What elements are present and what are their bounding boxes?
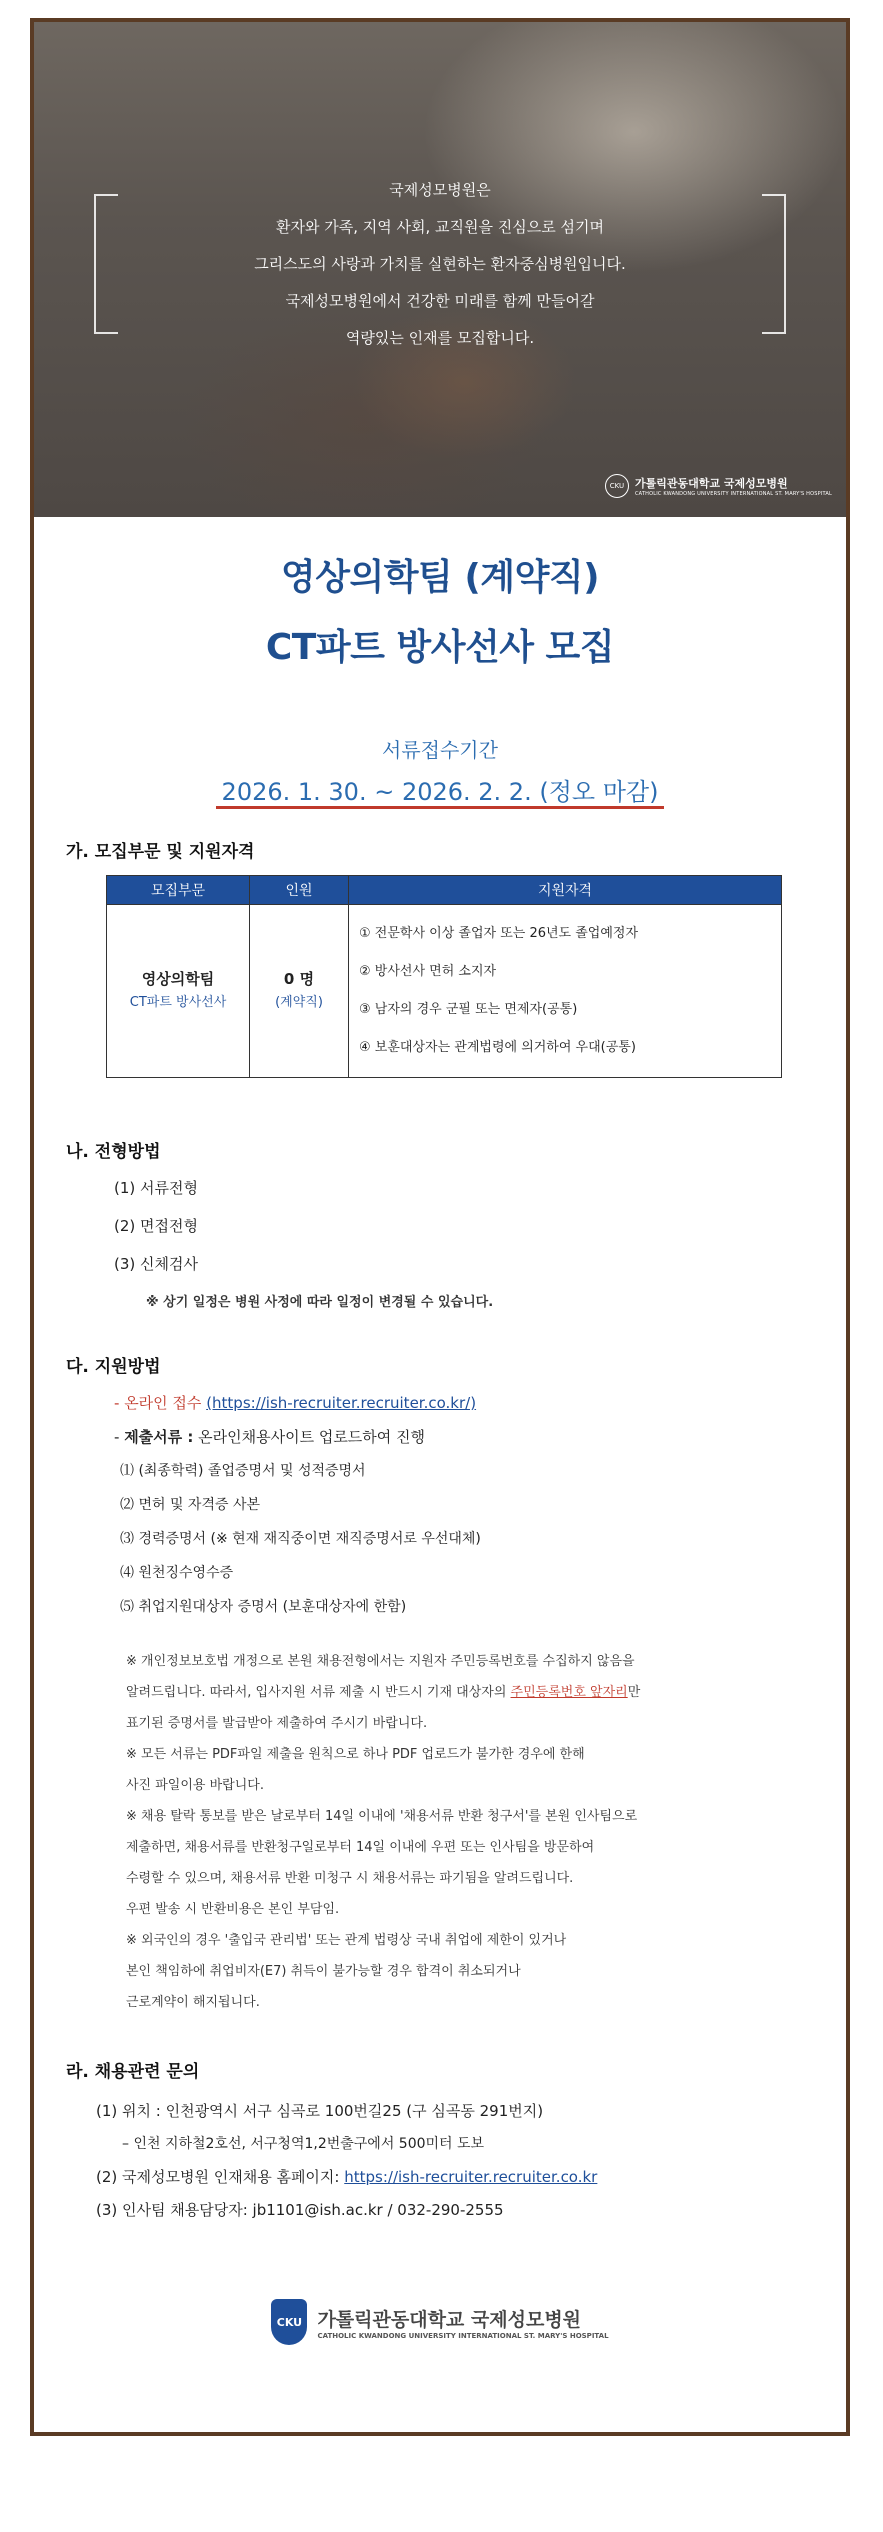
hero-line: 국제성모병원은 (389, 181, 491, 199)
qual-item: ④ 보훈대상자는 관계법령에 의거하여 우대(공통) (359, 1040, 636, 1055)
footer-hospital-logo (34, 2299, 846, 2345)
note-line: ※ 외국인의 경우 '출입국 관리법' 또는 관계 법령상 국내 취업에 제한이 있거나 (126, 1933, 567, 1948)
note-text: 만 (627, 1685, 641, 1700)
contact-location-sub: – 인천 지하철2호선, 서구청역1,2번출구에서 500미터 도보 (122, 2136, 485, 2152)
note-line: 본인 책임하에 취업비자(E7) 취득이 불가능할 경우 합격이 취소되거나 (126, 1964, 521, 1979)
header-count: 인원 (250, 876, 349, 905)
section-d-heading: 라. 채용관련 문의 (66, 2062, 200, 2082)
qual-item: ① 전문학사 이상 졸업자 또는 26년도 졸업예정자 (359, 926, 639, 941)
section-c-heading: 다. 지원방법 (66, 1357, 161, 1377)
online-label: 온라인 접수 (124, 1394, 202, 1412)
note-highlight: 주민등록번호 앞자리 (510, 1685, 628, 1700)
cell-dept (107, 905, 250, 1078)
period-value (34, 772, 846, 807)
online-url-link[interactable]: (https://ish-recruiter.recruiter.co.kr/) (206, 1394, 477, 1412)
note-line: 표기된 증명서를 발급받아 제출하여 주시기 바랍니다. (126, 1716, 428, 1731)
title-line-2: CT파트 방사선사 모집 (265, 627, 615, 668)
note-line: ※ 모든 서류는 PDF파일 제출을 원칙으로 하나 PDF 업로드가 불가한 경우에 한해 (126, 1747, 585, 1762)
doc-item: ⑶ 경력증명서 (※ 현재 재직중이면 재직증명서로 우선대체) (120, 1531, 481, 1547)
step-item: (1) 서류전형 (114, 1179, 198, 1197)
website-link[interactable]: https://ish-recruiter.recruiter.co.kr (344, 2168, 598, 2186)
count-value: 0 명 (283, 970, 315, 988)
table-row (107, 905, 782, 1078)
step-item: (3) 신체검사 (114, 1255, 198, 1273)
step-item: (2) 면접전형 (114, 1217, 198, 1235)
footer-logo-name: 가톨릭관동대학교 국제성모병원 (317, 2308, 582, 2331)
online-prefix: - (114, 1394, 125, 1412)
docs-text: 온라인채용사이트 업로드하여 진행 (193, 1428, 426, 1446)
note-line: ※ 채용 탈락 통보를 받은 날로부터 14일 이내에 '채용서류 반환 청구서'를 본원 인사팀으로 (126, 1809, 638, 1824)
note-line: 우편 발송 시 반환비용은 본인 부담임. (126, 1902, 340, 1917)
header-qual: 지원자격 (349, 876, 782, 905)
table-header-row (107, 876, 782, 905)
hospital-emblem-icon: CKU (605, 474, 629, 498)
dept-sub: CT파트 방사선사 (129, 995, 227, 1010)
hero-text (34, 172, 846, 357)
note-line: 수령할 수 있으며, 채용서류 반환 미청구 시 채용서류는 파기됨을 알려드립니다. (126, 1871, 574, 1886)
hero-banner (34, 22, 846, 517)
docs-line (114, 1426, 425, 1447)
hero-line: 역량있는 인재를 모집합니다. (345, 329, 535, 347)
period-dates: 2026. 1. 30. ~ 2026. 2. 2. (정오 마감) (216, 778, 665, 809)
doc-item: ⑴ (최종학력) 졸업증명서 및 성적증명서 (120, 1463, 366, 1479)
contact-location: (1) 위치 : 인천광역시 서구 심곡로 100번길25 (구 심곡동 291번지) (96, 2102, 544, 2120)
requirements-table (106, 875, 782, 1078)
application-notes (126, 1646, 826, 2018)
note-text: 알려드립니다. 따라서, 입사지원 서류 제출 시 반드시 기재 대상자의 (126, 1685, 511, 1700)
hero-logo-eng: CATHOLIC KWANDONG UNIVERSITY INTERNATIONAL ST. MARY'S HOSPITAL (634, 491, 832, 497)
website-label: (2) 국제성모병원 인재채용 홈페이지: (96, 2168, 345, 2186)
note-line: 제출하면, 채용서류를 반환청구일로부터 14일 이내에 우편 또는 인사팀을 방문하여 (126, 1840, 595, 1855)
poster-frame (30, 18, 850, 2436)
qual-item: ② 방사선사 면허 소지자 (359, 964, 497, 979)
contact-website-line (96, 2166, 597, 2187)
hospital-emblem-icon: CKU (271, 2299, 307, 2345)
doc-item: ⑸ 취업지원대상자 증명서 (보훈대상자에 한함) (120, 1599, 407, 1615)
hero-line: 환자와 가족, 지역 사회, 교직원을 진심으로 섬기며 (276, 218, 604, 236)
hero-hospital-logo (605, 474, 832, 498)
section-a-heading: 가. 모집부문 및 지원자격 (66, 842, 255, 862)
note-line (126, 1677, 826, 1708)
online-apply-line (114, 1392, 476, 1413)
docs-label: 제출서류 : (124, 1428, 194, 1446)
hero-line: 국제성모병원에서 건강한 미래를 함께 만들어갈 (285, 292, 595, 310)
cell-count (250, 905, 349, 1078)
doc-item: ⑷ 원천징수영수증 (120, 1565, 234, 1581)
dept-name: 영상의학팀 (141, 970, 215, 988)
note-line: ※ 개인정보보호법 개정으로 본원 채용전형에서는 지원자 주민등록번호를 수집하지 않음을 (126, 1654, 635, 1669)
header-dept: 모집부문 (107, 876, 250, 905)
docs-prefix: - (114, 1428, 125, 1446)
period-label: 서류접수기간 (382, 738, 498, 762)
section-b-heading: 나. 전형방법 (66, 1142, 161, 1162)
qual-item: ③ 남자의 경우 군필 또는 면제자(공통) (359, 1002, 578, 1017)
hero-line: 그리스도의 사랑과 가치를 실현하는 환자중심병원입니다. (254, 255, 626, 273)
note-line: 사진 파일이용 바랍니다. (126, 1778, 264, 1793)
footer-logo-eng: CATHOLIC KWANDONG UNIVERSITY INTERNATIONAL ST. MARY'S HOSPITAL (317, 2331, 609, 2340)
title-line-1: 영상의학팀 (계약직) (280, 557, 600, 598)
cell-qualifications (349, 905, 782, 1078)
note-line: 근로계약이 해지됩니다. (126, 1995, 260, 2010)
doc-item: ⑵ 면허 및 자격증 사본 (120, 1497, 260, 1513)
count-sub: (계약직) (275, 995, 323, 1010)
contact-person: (3) 인사팀 채용담당자: jb1101@ish.ac.kr / 032-290-2555 (96, 2201, 504, 2219)
hero-logo-name: 가톨릭관동대학교 국제성모병원 (634, 477, 788, 490)
schedule-note: ※ 상기 일정은 병원 사정에 따라 일정이 변경될 수 있습니다. (146, 1295, 494, 1310)
